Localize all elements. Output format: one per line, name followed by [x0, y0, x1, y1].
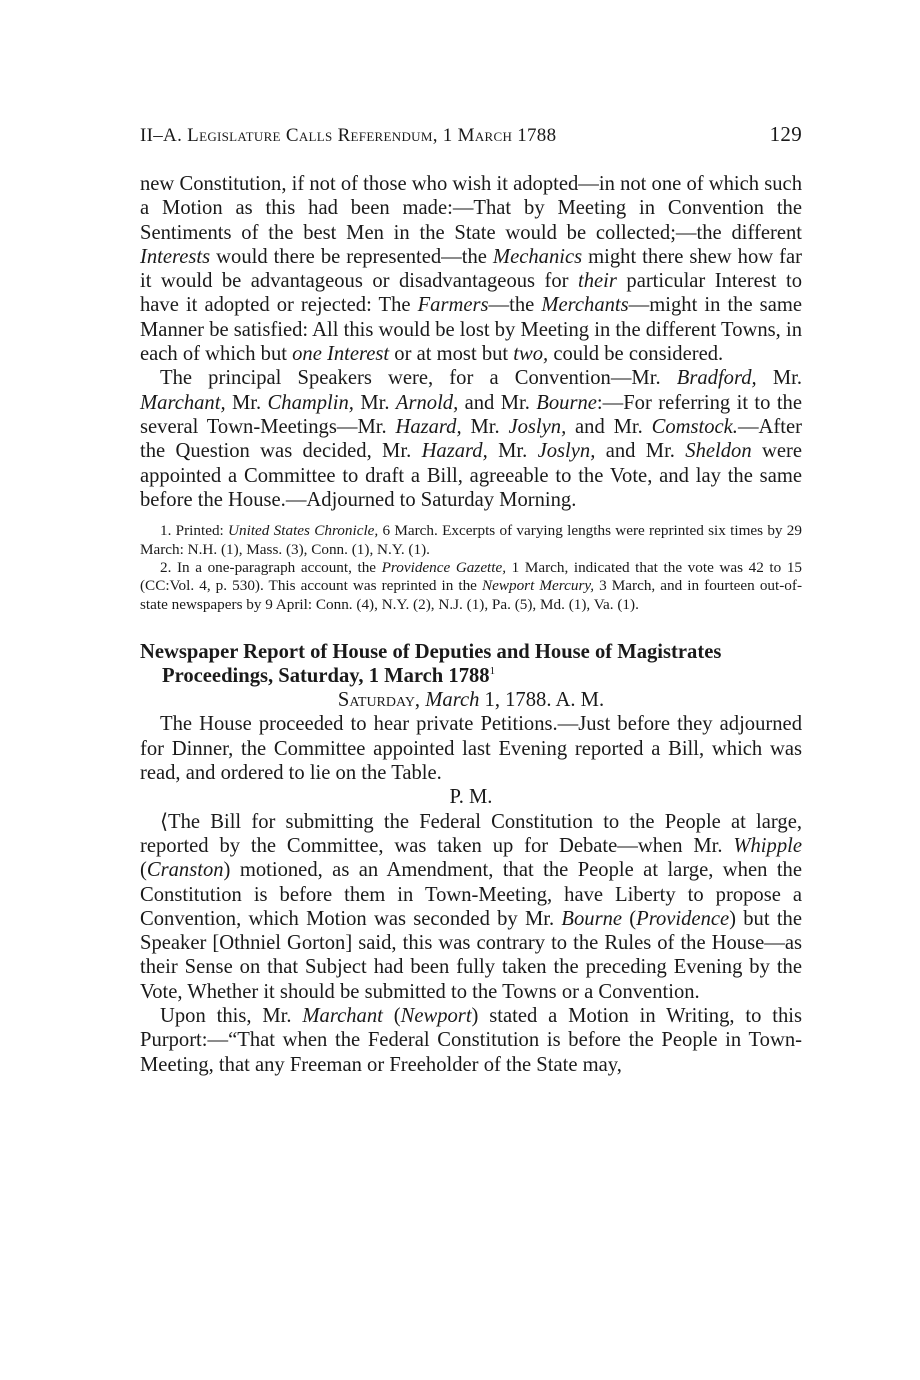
text-run: Upon this, Mr.	[160, 1005, 303, 1028]
italic-run: Merchants	[541, 294, 629, 317]
text-run: or at most but	[389, 343, 514, 366]
document-heading	[140, 640, 802, 688]
italic-run: two,	[513, 343, 549, 366]
italic-run: Champlin,	[267, 391, 354, 414]
text-run: The principal Speakers were, for a Convention—Mr.	[160, 367, 677, 390]
italic-run: Whipple	[733, 834, 802, 857]
text-run: might there shew how far it would be advantageous or disadvantageous for	[140, 245, 802, 293]
paragraph-debate	[140, 810, 802, 1004]
italic-run: Mechanics	[492, 245, 583, 268]
text-run: and Mr.	[595, 440, 686, 463]
text-run: and Mr.	[458, 391, 537, 414]
italic-run: their	[578, 270, 617, 293]
running-head: II–A. Legislature Calls Referendum, 1 March 1788	[140, 125, 557, 146]
footnote-1	[140, 522, 802, 559]
italic-run: one Interest	[292, 343, 390, 366]
text-run: Mr.	[487, 440, 538, 463]
text-run: particular Interest to have it adopted or rejected: The	[140, 270, 802, 317]
dateline	[140, 688, 802, 712]
text-run: were appointed a Committee to draft a Bill, agreeable to the Vote, and lay the same before the House.—Adjourned to Saturday Morning.	[140, 440, 802, 511]
text-run: could be considered.	[548, 343, 724, 366]
paragraph-morning: The House proceeded to hear private Petitions.—Just before they adjourned for Dinner, the Committee appointed last Evening reported a Bill, which was read, and ordered to lie on the Table.	[140, 713, 802, 785]
text-run: :—For referring it to the several Town-Meetings—Mr.	[140, 391, 802, 438]
italic-run: Arnold,	[395, 391, 459, 414]
text-run: Mr.	[756, 367, 802, 390]
text-run: —After the Question was decided, Mr.	[140, 415, 802, 463]
italic-run: Newport	[400, 1005, 472, 1028]
text-run: (	[622, 907, 637, 930]
italic-run: Interests	[140, 245, 211, 268]
text-run: —might in the same Manner be satisfied: All this would be lost by Meeting in the different Towns, in each of which but	[140, 294, 802, 366]
text-run: Mr.	[461, 415, 509, 438]
paragraph-continued	[140, 172, 802, 366]
text-run: 1 March, indicated that the vote was 42 to 15 (CC:Vol. 4, p. 530). This account was reprinted in the	[140, 558, 803, 595]
text-run: ) stated a Motion in Writing, to this Purport:—“That when the Federal Constitution is before the People in Town-Meeting, that any Freeman or Freeholder of the State may,	[140, 1005, 802, 1076]
italic-run: Joslyn,	[508, 415, 567, 438]
text-run: 1. Printed:	[160, 522, 229, 540]
text-run: 6 March. Excerpts of varying lengths were reprinted six times by 29 March: N.H. (1), Mass. (3), Conn. (1), N.Y. (1).	[140, 522, 802, 558]
italic-run: Farmers	[417, 294, 489, 317]
italic-run: Providence Gazette,	[381, 558, 507, 576]
italic-run: Sheldon	[685, 440, 752, 463]
italic-run: Hazard,	[395, 415, 462, 438]
text-run: new Constitution, if not of those who wish it adopted—in not one of which such a Motion as this had been made:—That by Meeting in Convention the Sentiments of the best Men in the State would be collected;—the different	[140, 173, 802, 244]
text-run: would there be represented—the	[210, 245, 493, 268]
paragraph-speakers	[140, 366, 802, 512]
dateline-month: March	[425, 689, 480, 712]
text-run: Mr.	[225, 391, 268, 414]
italic-run: Bourne	[536, 391, 597, 414]
text-run: ⟨The Bill for submitting the Federal Constitution to the People at large, reported by the Committee, was taken up for Debate—when Mr.	[140, 810, 802, 857]
page-header	[140, 122, 802, 147]
body-text	[140, 172, 802, 1077]
italic-run: Bourne	[561, 907, 623, 930]
text-run: ) but the Speaker [Othniel Gorton] said, this was contrary to the Rules of the House—as their Sense on that Subject had been fully taken the preceding Evening by the Vote, Whether it should be submitted to the Towns or a Convention.	[140, 907, 802, 1003]
footnote-2	[140, 559, 802, 614]
italic-run: Bradford,	[676, 367, 757, 390]
footnotes	[140, 522, 802, 614]
italic-run: Marchant	[302, 1005, 383, 1028]
text-run: (	[140, 859, 147, 882]
italic-run: Marchant,	[140, 391, 226, 414]
text-run: 2. In a one-paragraph account, the	[160, 558, 382, 576]
paragraph-motion	[140, 1004, 802, 1077]
italic-run: Cranston	[146, 859, 224, 882]
italic-run: Newport Mercury,	[481, 577, 595, 595]
page-number: 129	[769, 122, 802, 146]
text-run: 3 March, and in fourteen out-of-state newspapers by 9 April: Conn. (4), N.Y. (2), N.J. (1), Pa. (5), Md. (1), Va. (1).	[140, 577, 802, 613]
dateline-rest: 1, 1788. A. M.	[479, 689, 605, 712]
italic-run: Joslyn,	[537, 440, 596, 463]
text-run: (	[382, 1005, 401, 1028]
dateline-day: Saturday,	[337, 689, 421, 712]
italic-run: United States Chronicle,	[228, 522, 379, 540]
text-run: —the	[488, 294, 542, 317]
text-run: and Mr.	[566, 415, 652, 438]
text-run: Mr.	[353, 391, 396, 414]
italic-run: Hazard,	[421, 440, 488, 463]
heading-text: Newspaper Report of House of Deputies and House of Magistrates Proceedings, Saturday, 1 March 1788	[140, 641, 722, 688]
footnote-marker: 1	[489, 665, 496, 678]
pm-label: P. M.	[449, 786, 493, 809]
text-run: ) motioned, as an Amendment, that the People at large, when the Constitution is before them in Town-Meeting, have Liberty to propose a Convention, which Motion was seconded by Mr.	[140, 859, 802, 930]
italic-run: Comstock.	[651, 415, 738, 438]
italic-run: Providence	[636, 907, 730, 930]
